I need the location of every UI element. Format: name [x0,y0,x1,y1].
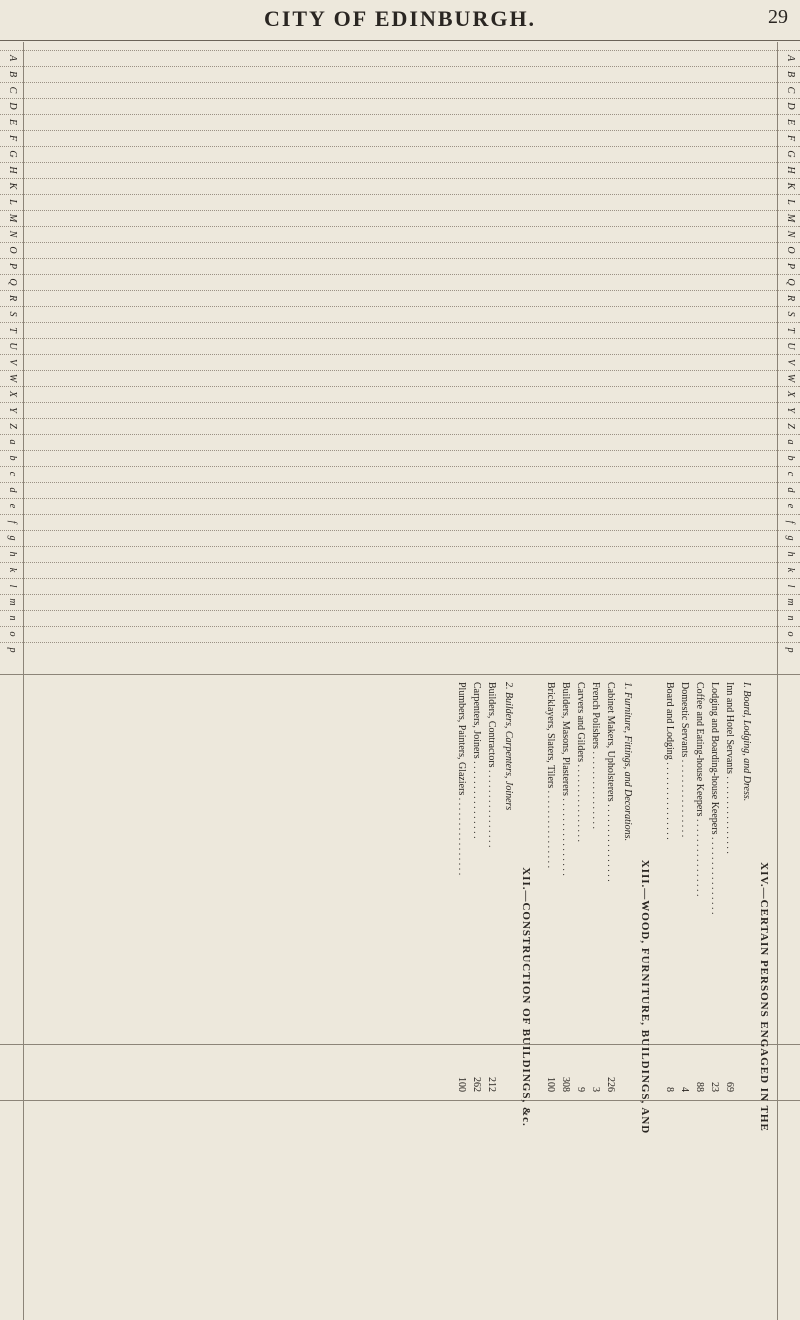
column-letter: U [7,342,18,350]
table-row [708,42,721,1320]
column-letter: Q [7,278,18,286]
table-row [574,42,587,1320]
row-total: 308 [560,1077,571,1092]
column-letter: Z [785,423,796,429]
row-label: Domestic Servants . . . . . . . . . . . . . . . . [679,682,690,838]
row-label: Inn and Hotel Servants . . . . . . . . . . . . . . . . [724,682,735,854]
row-label: Cabinet Makers, Upholsterers . . . . . . . . . . . . . . . . [605,682,616,882]
column-letter: n [7,615,18,621]
row-label: Board and Lodging . . . . . . . . . . . . . . . . [664,682,675,840]
column-letter: P [7,262,18,270]
column-letter: B [7,70,18,78]
header-rule [0,40,800,41]
table-row [485,42,498,1320]
row-total: 23 [709,1082,720,1092]
column-letter: a [7,439,18,445]
column-letter: G [7,150,18,158]
column-letter: c [785,471,796,477]
column-letter: L [7,199,18,205]
row-label: Plumbers, Painters, Glaziers . . . . . . . . . . . . . . . . [456,682,467,876]
column-letter: X [785,390,796,398]
row-total: 100 [456,1077,467,1092]
column-letter: k [785,567,796,573]
table-rule [23,42,24,1320]
column-letter: c [7,471,18,477]
row-label: Carpenters, Joiners . . . . . . . . . . . . . . . . [471,682,482,839]
column-letter: D [7,102,18,110]
column-letter: f [7,520,18,524]
column-letter: V [785,358,796,366]
column-letter: N [7,230,18,238]
column-letter: D [785,102,796,110]
page-title: CITY OF EDINBURGH. [263,6,537,31]
section-title: XIV.—CERTAIN PERSONS ENGAGED IN THE [758,862,770,1132]
row-label: Bricklayers, Slaters, Tilers . . . . . . . . . . . . . . . . [545,682,556,869]
table-row [470,42,483,1320]
column-letter: e [785,503,796,509]
column-letter: G [785,150,796,158]
column-letter: o [7,631,18,637]
column-letter: d [785,487,796,493]
census-table [0,42,800,1320]
table-row [693,42,706,1320]
row-label: Carvers and Gilders . . . . . . . . . . . . . . . . [575,682,586,842]
column-letter: f [785,520,796,524]
column-letter: l [7,584,18,588]
column-letter: b [7,455,18,461]
table-row [559,42,572,1320]
column-letter: l [785,584,796,588]
column-letter: d [7,487,18,493]
table-row [604,42,617,1320]
column-letter: B [785,70,796,78]
column-letter: F [7,134,18,142]
column-letter: V [7,358,18,366]
subsection-title: 1. Furniture, Fittings, and Decorations. [622,682,633,842]
table-row [544,42,557,1320]
column-letter: g [785,535,796,541]
row-total: 9 [575,1087,586,1092]
column-letter: K [785,182,796,190]
column-letter: Q [785,278,796,286]
row-total: 3 [590,1087,601,1092]
row-total: 100 [545,1077,556,1092]
column-letter: h [785,551,796,557]
column-letter: O [7,246,18,254]
column-letter: K [7,182,18,190]
column-letter: O [785,246,796,254]
column-letter: N [785,230,796,238]
row-label: Lodging and Boarding-house Keepers . . . . . . . . . . . . . . . . [709,682,720,915]
row-label: Coffee and Eating-house Keepers . . . . . . . . . . . . . . . . [694,682,705,897]
column-letter: F [785,134,796,142]
table-rule [777,42,778,1320]
section-title: XII.—CONSTRUCTION OF BUILDINGS, &c. [520,867,532,1127]
column-letter: T [7,327,18,333]
column-letter: m [7,598,18,606]
column-letter: n [785,615,796,621]
column-letter: h [7,551,18,557]
column-letter: R [7,294,18,302]
row-label: French Polishers . . . . . . . . . . . . . . . . [590,682,601,829]
column-letter: Z [7,423,18,429]
column-letter: P [785,262,796,270]
column-letter: A [785,54,796,62]
subsection-title: 2. Builders, Carpenters, Joiners [503,682,514,811]
column-letter: S [785,311,796,317]
column-letter: C [785,86,796,94]
column-letter: X [7,390,18,398]
column-letter: e [7,503,18,509]
column-letter: p [7,647,18,653]
column-letter: L [785,199,796,205]
row-total: 88 [694,1082,705,1092]
column-letter: E [785,118,796,126]
column-letter: W [785,373,796,383]
column-letter: W [7,373,18,383]
column-letter: k [7,567,18,573]
subsection-title: I. Board, Lodging, and Dress. [741,682,752,802]
row-label: Builders, Contractors . . . . . . . . . . . . . . . . [486,682,497,848]
table-row [663,42,676,1320]
column-letter: H [7,166,18,174]
row-label: Builders, Masons, Plasterers . . . . . . . . . . . . . . . . [560,682,571,876]
table-row [455,42,468,1320]
column-letter: Y [785,407,796,413]
column-letter: g [7,535,18,541]
row-total: 262 [471,1077,482,1092]
column-letter: R [785,294,796,302]
row-total: 226 [605,1077,616,1092]
column-letter: m [785,598,796,606]
column-letter: A [7,54,18,62]
column-letter: p [785,647,796,653]
table-row [678,42,691,1320]
page-header [0,0,800,40]
column-letter: S [7,311,18,317]
column-letter: E [7,118,18,126]
column-letter: M [7,213,18,223]
column-letter: T [785,327,796,333]
row-total: 69 [724,1082,735,1092]
row-total: 212 [486,1077,497,1092]
column-letter: o [785,631,796,637]
table-row [723,42,736,1320]
column-letter: a [785,439,796,445]
row-total: 4 [679,1087,690,1092]
column-letter: M [785,213,796,223]
page-number: 29 [768,6,788,28]
table-row [589,42,602,1320]
column-letter: Y [7,407,18,413]
section-title: XIII.—WOOD, FURNITURE, BUILDINGS, AND [639,859,651,1135]
column-letter: U [785,342,796,350]
row-total: 8 [664,1087,675,1092]
column-letter: H [785,166,796,174]
column-letter: b [785,455,796,461]
column-letter: C [7,86,18,94]
rotated-table-region [0,42,800,1320]
